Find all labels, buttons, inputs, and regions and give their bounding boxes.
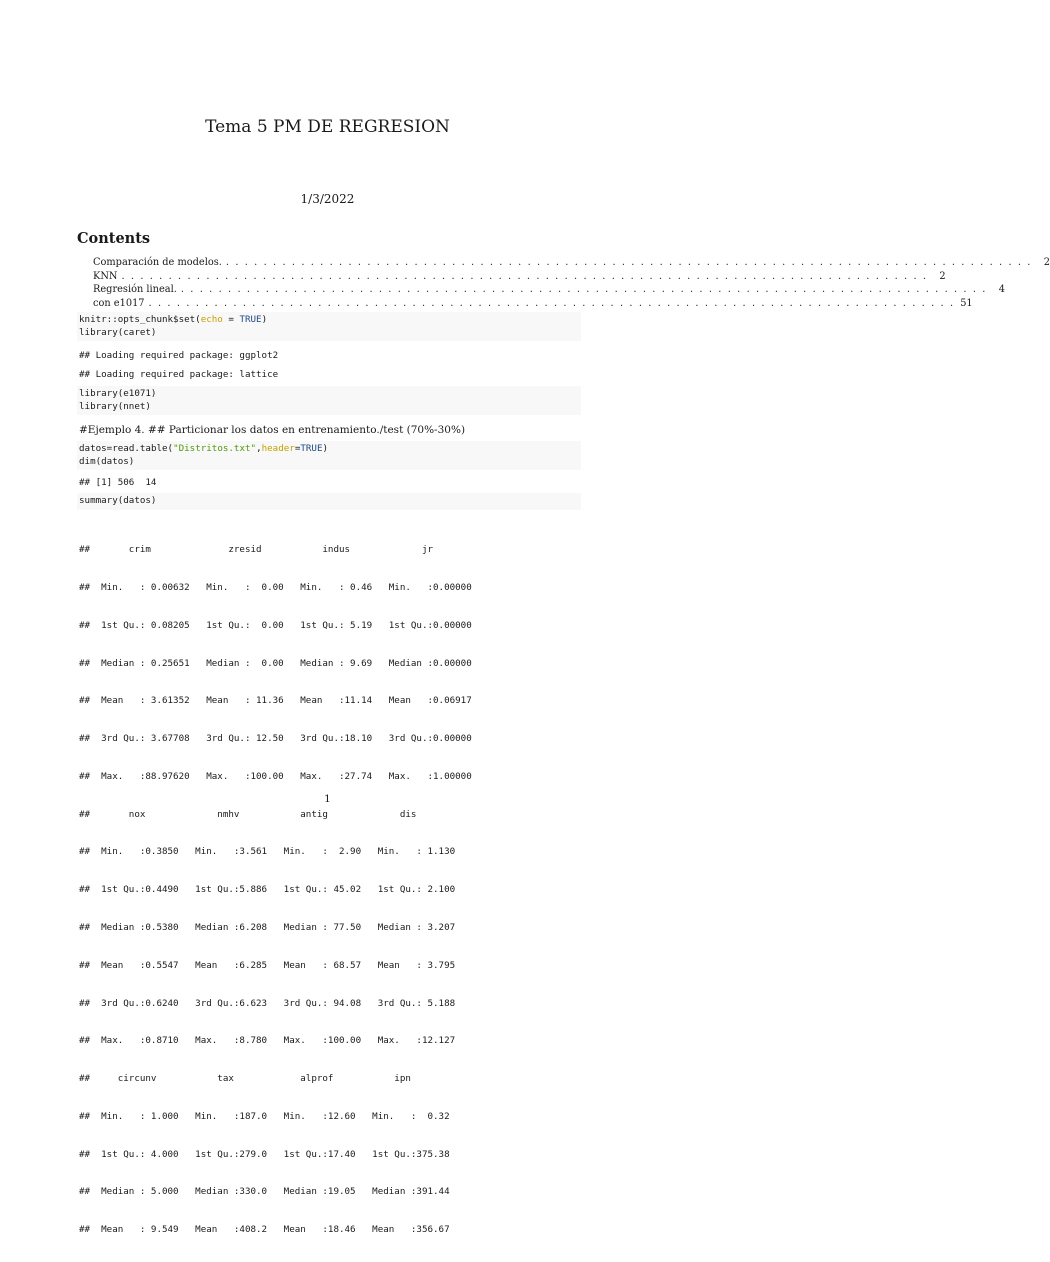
code-text: ): [261, 314, 268, 325]
summary-line: ## 1st Qu.: 0.08205 1st Qu.: 0.00 1st Qu.: 5.19 1st Qu.:0.00000: [79, 619, 472, 631]
table-of-contents: [93, 256, 1050, 310]
summary-line: ## Mean : 3.61352 Mean : 11.36 Mean :11.14 Mean :0.06917: [79, 695, 472, 707]
code-argument: echo: [200, 314, 223, 325]
toc-entry[interactable]: [93, 283, 1005, 297]
code-line: [79, 314, 581, 327]
code-chunk-read-data: [77, 441, 581, 470]
code-text: knitr::opts_chunk$set(: [79, 314, 201, 325]
dim-output: ## [1] 506 14: [79, 477, 157, 488]
code-line: dim(datos): [79, 455, 135, 467]
toc-leader-dots: . . . . . . . . . . . . . . . . . . . . . . . . . . . . . . . . . . . . . . . . . . . . . . . . . . . . . . . . . . . . . . . . . . . . . . . . . . . . . . . . . . . . . .: [180, 284, 987, 296]
summary-line: ## 3rd Qu.:0.6240 3rd Qu.:6.623 3rd Qu.: 94.08 3rd Qu.: 5.188: [79, 997, 456, 1009]
code-line: summary(datos): [79, 495, 157, 506]
toc-entry-page: 51: [960, 297, 973, 309]
toc-entry-page: 2: [939, 270, 946, 282]
summary-line: ## Min. :0.3850 Min. :3.561 Min. : 2.90 Min. : 1.130: [79, 846, 456, 858]
output-message: ## Loading required package: lattice: [79, 369, 279, 380]
code-keyword: TRUE: [300, 443, 323, 454]
summary-line: ## Mean :0.5547 Mean :6.285 Mean : 68.57 Mean : 3.795: [79, 959, 456, 971]
code-text: =: [106, 443, 113, 454]
summary-line: ## Max. :0.8710 Max. :8.780 Max. :100.00 Max. :12.127: [79, 1035, 456, 1047]
summary-line: ## 3rd Qu.: 3.67708 3rd Qu.: 12.50 3rd Qu.:18.10 3rd Qu.:0.00000: [79, 733, 472, 745]
code-text: datos: [79, 443, 107, 454]
toc-leader-dots: . . . . . . . . . . . . . . . . . . . . . . . . . . . . . . . . . . . . . . . . . . . . . . . . . . . . . . . . . . . . . . . . . . . . . . . . . . . . . . . . . . . . . .: [121, 270, 928, 282]
toc-entry-page: 4: [998, 284, 1005, 296]
toc-entry[interactable]: [93, 270, 946, 284]
summary-line: ## Mean : 9.549 Mean :408.2 Mean :18.46 Mean :356.67: [79, 1224, 450, 1236]
code-argument: header: [261, 443, 295, 454]
code-line: library(e1071): [79, 388, 157, 399]
toc-entry-title: Comparación de modelos.: [93, 257, 222, 268]
code-keyword: TRUE: [239, 314, 262, 325]
page-number: 1: [324, 793, 331, 805]
summary-line: ## Median : 5.000 Median :330.0 Median :19.05 Median :391.44: [79, 1186, 450, 1198]
code-line: [79, 443, 581, 456]
code-chunk-libraries: [77, 386, 581, 415]
code-chunk-summary: [77, 493, 581, 510]
summary-line: ## Max. :88.97620 Max. :100.00 Max. :27.74 Max. :1.00000: [79, 770, 472, 782]
toc-entry-page: 2: [1043, 257, 1050, 268]
code-text: ,: [256, 443, 262, 454]
code-text: =: [294, 443, 301, 454]
code-text: ): [322, 443, 329, 454]
code-text: =: [222, 314, 240, 325]
summary-line: ## nox nmhv antig dis: [79, 808, 417, 820]
toc-leader-dots: . . . . . . . . . . . . . . . . . . . . . . . . . . . . . . . . . . . . . . . . . . . . . . . . . . . . . . . . . . . . . . . . . . . . . . . . . . . . . . . . . . . . . .: [148, 297, 955, 309]
output-message: ## Loading required package: ggplot2: [79, 350, 279, 361]
toc-leader-dots: . . . . . . . . . . . . . . . . . . . . . . . . . . . . . . . . . . . . . . . . . . . . . . . . . . . . . . . . . . . . . . . . . . . . . . . . . . . . . . . . . . . . . .: [225, 257, 1033, 268]
toc-entry[interactable]: [93, 297, 973, 311]
toc-entry-title: con e1017: [93, 297, 145, 309]
summary-line: ## 1st Qu.:0.4490 1st Qu.:5.886 1st Qu.: 45.02 1st Qu.: 2.100: [79, 884, 456, 896]
summary-line: ## Median :0.5380 Median :6.208 Median : 77.50 Median : 3.207: [79, 922, 456, 933]
summary-line: ## Min. : 1.000 Min. :187.0 Min. :12.60 Min. : 0.32: [79, 1110, 450, 1122]
code-chunk-setup: [77, 312, 581, 341]
contents-heading: Contents: [77, 230, 151, 247]
summary-line: ## circunv tax alprof ipn: [79, 1073, 411, 1085]
code-text: read.table(: [112, 443, 174, 454]
code-string: "Distritos.txt": [173, 443, 257, 454]
toc-entry-title: KNN: [93, 270, 118, 282]
code-line: library(caret): [79, 326, 157, 338]
code-line: library(nnet): [79, 400, 151, 412]
summary-line: ## Min. : 0.00632 Min. : 0.00 Min. : 0.46 Min. :0.00000: [79, 581, 472, 593]
summary-line: ## Median : 0.25651 Median : 0.00 Median : 9.69 Median :0.00000: [79, 657, 472, 669]
document-title: Tema 5 PM DE REGRESION: [205, 117, 450, 137]
summary-line: ## 1st Qu.: 4.000 1st Qu.:279.0 1st Qu.:17.40 1st Qu.:375.38: [79, 1148, 450, 1160]
toc-entry-title: Regresión lineal.: [93, 284, 177, 296]
summary-line: ## crim zresid indus jr: [79, 544, 434, 556]
document-date: 1/3/2022: [300, 192, 355, 206]
paragraph-text: #Ejemplo 4. ## Particionar los datos en entrenamiento./test (70%-30%): [79, 424, 466, 436]
toc-entry[interactable]: [93, 256, 1050, 270]
summary-output: [77, 519, 581, 1262]
